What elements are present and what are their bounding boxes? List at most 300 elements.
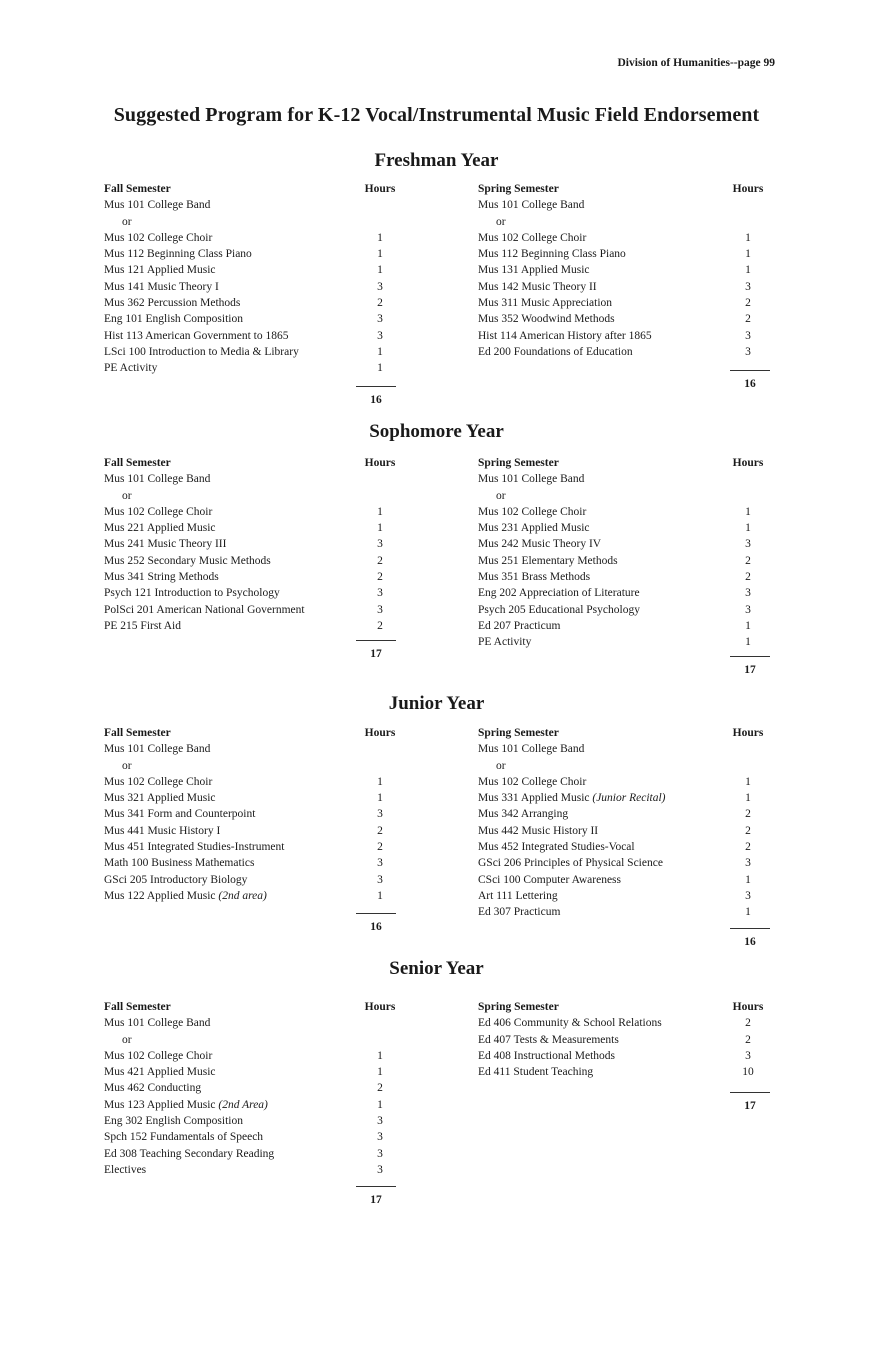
course-name bbox=[478, 1015, 662, 1031]
course-name bbox=[104, 855, 254, 871]
course-hours: 2 bbox=[745, 1033, 751, 1046]
course-title: Mus 102 College Choir bbox=[478, 505, 587, 518]
semester-heading: Spring Semester bbox=[478, 1001, 559, 1013]
course-row bbox=[104, 504, 404, 520]
course-hours: 3 bbox=[377, 280, 383, 293]
course-title: Mus 341 Form and Counterpoint bbox=[104, 808, 256, 821]
course-name bbox=[478, 471, 584, 487]
course-name bbox=[104, 774, 212, 790]
course-title: Mus 452 Integrated Studies-Vocal bbox=[478, 841, 635, 854]
course-hours: 2 bbox=[377, 571, 383, 584]
course-row bbox=[478, 839, 768, 855]
course-title: Mus 421 Applied Music bbox=[104, 1066, 216, 1079]
spring-total-hours: 16 bbox=[744, 378, 756, 390]
course-name bbox=[478, 569, 590, 585]
course-title: Mus 112 Beginning Class Piano bbox=[478, 248, 626, 261]
course-row bbox=[478, 618, 768, 634]
course-title: Mus 123 Applied Music bbox=[104, 1098, 216, 1111]
course-title: Ed 308 Teaching Secondary Reading bbox=[104, 1147, 275, 1160]
course-row bbox=[478, 553, 768, 569]
course-row bbox=[104, 520, 404, 536]
course-name bbox=[104, 888, 267, 904]
course-hours: 3 bbox=[377, 808, 383, 821]
year-title: Freshman Year bbox=[374, 150, 499, 171]
course-title: Hist 114 American History after 1865 bbox=[478, 329, 652, 342]
course-row bbox=[104, 1048, 404, 1064]
course-row bbox=[104, 1015, 404, 1031]
course-title: Mus 221 Applied Music bbox=[104, 522, 216, 535]
course-name bbox=[478, 839, 635, 855]
course-row bbox=[104, 328, 404, 344]
or-connector bbox=[496, 758, 506, 774]
course-name bbox=[104, 360, 157, 376]
course-title: Mus 122 Applied Music bbox=[104, 889, 216, 902]
course-name bbox=[478, 888, 558, 904]
hours-heading: Hours bbox=[364, 727, 396, 739]
course-hours: 3 bbox=[745, 857, 751, 870]
course-hours: 3 bbox=[745, 889, 751, 902]
course-title: GSci 206 Principles of Physical Science bbox=[478, 857, 663, 870]
course-title: Mus 451 Integrated Studies-Instrument bbox=[104, 841, 285, 854]
course-title: Mus 102 College Choir bbox=[104, 775, 213, 788]
course-title: Mus 311 Music Appreciation bbox=[478, 297, 613, 310]
course-title: Mus 341 String Methods bbox=[104, 571, 219, 584]
course-hours: 3 bbox=[745, 329, 751, 342]
course-row bbox=[104, 602, 404, 618]
course-row bbox=[104, 262, 404, 278]
course-title: Mus 101 College Band bbox=[478, 473, 585, 486]
course-title: Mus 241 Music Theory III bbox=[104, 538, 227, 551]
course-title: Mus 441 Music History I bbox=[104, 824, 221, 837]
course-name bbox=[478, 806, 568, 822]
course-name bbox=[478, 295, 612, 311]
course-hours: 1 bbox=[377, 522, 383, 535]
course-hours: 1 bbox=[377, 248, 383, 261]
fall-semester-column bbox=[104, 725, 404, 904]
course-title: PE Activity bbox=[104, 362, 158, 375]
course-hours: 1 bbox=[745, 231, 751, 244]
course-row bbox=[478, 246, 768, 262]
course-name bbox=[478, 520, 590, 536]
course-note: (Junior Recital) bbox=[592, 792, 666, 805]
spring-semester-column bbox=[478, 725, 768, 921]
course-row bbox=[104, 872, 404, 888]
spring-semester-header bbox=[478, 181, 768, 197]
spring-semester-header bbox=[478, 725, 768, 741]
course-name bbox=[104, 262, 216, 278]
course-hours: 3 bbox=[377, 1163, 383, 1176]
course-hours: 1 bbox=[745, 906, 751, 919]
fall-total-hours: 17 bbox=[370, 1194, 382, 1206]
course-row bbox=[478, 1064, 768, 1080]
course-row bbox=[478, 279, 768, 295]
course-name bbox=[104, 618, 181, 634]
hours-heading: Hours bbox=[732, 1001, 764, 1013]
course-row bbox=[478, 758, 768, 774]
course-name bbox=[104, 1146, 274, 1162]
course-name bbox=[478, 618, 560, 634]
course-name bbox=[104, 311, 243, 327]
course-title: Mus 331 Applied Music bbox=[478, 792, 590, 805]
course-hours: 2 bbox=[377, 1082, 383, 1095]
course-row bbox=[478, 904, 768, 920]
course-hours: 1 bbox=[377, 231, 383, 244]
course-title: Spch 152 Fundamentals of Speech bbox=[104, 1131, 264, 1144]
year-title: Sophomore Year bbox=[369, 421, 504, 442]
course-title: Mus 102 College Choir bbox=[478, 775, 587, 788]
course-name bbox=[104, 1129, 263, 1145]
course-name bbox=[104, 823, 220, 839]
course-name bbox=[104, 536, 226, 552]
course-name bbox=[104, 246, 252, 262]
course-row bbox=[104, 806, 404, 822]
course-hours: 2 bbox=[745, 824, 751, 837]
course-name bbox=[104, 585, 280, 601]
course-hours: 3 bbox=[377, 313, 383, 326]
hours-heading: Hours bbox=[732, 727, 764, 739]
course-name bbox=[478, 230, 586, 246]
course-hours: 1 bbox=[745, 248, 751, 261]
course-title: Ed 408 Instructional Methods bbox=[478, 1049, 616, 1062]
course-row bbox=[478, 790, 768, 806]
course-name bbox=[478, 246, 626, 262]
fall-semester-column bbox=[104, 181, 404, 377]
course-row bbox=[104, 360, 404, 376]
course-title: LSci 100 Introduction to Media & Library bbox=[104, 345, 299, 358]
course-hours: 1 bbox=[745, 505, 751, 518]
course-hours: 2 bbox=[745, 841, 751, 854]
course-name bbox=[478, 1032, 619, 1048]
course-row bbox=[104, 1129, 404, 1145]
course-name bbox=[478, 311, 615, 327]
course-hours: 3 bbox=[377, 329, 383, 342]
course-name bbox=[104, 806, 255, 822]
course-row bbox=[104, 888, 404, 904]
course-hours: 3 bbox=[377, 1131, 383, 1144]
semester-heading: Spring Semester bbox=[478, 727, 559, 739]
semester-heading: Spring Semester bbox=[478, 457, 559, 469]
course-row bbox=[478, 344, 768, 360]
spring-total-hours: 16 bbox=[744, 936, 756, 948]
course-hours: 2 bbox=[745, 297, 751, 310]
course-title: Eng 101 English Composition bbox=[104, 313, 243, 326]
course-title: Mus 442 Music History II bbox=[478, 824, 599, 837]
fall-semester-header bbox=[104, 455, 404, 471]
spring-semester-column bbox=[478, 999, 768, 1080]
fall-total-hours: 16 bbox=[370, 921, 382, 933]
course-row bbox=[104, 741, 404, 757]
course-name bbox=[478, 774, 586, 790]
course-title: Psych 121 Introduction to Psychology bbox=[104, 587, 280, 600]
course-row bbox=[478, 872, 768, 888]
course-title: Mus 101 College Band bbox=[478, 199, 585, 212]
course-row bbox=[478, 520, 768, 536]
course-row bbox=[104, 585, 404, 601]
course-name bbox=[478, 328, 652, 344]
or-connector bbox=[496, 488, 506, 504]
course-name bbox=[104, 602, 305, 618]
course-title: Mus 101 College Band bbox=[104, 199, 211, 212]
course-hours: 3 bbox=[745, 603, 751, 616]
or-connector bbox=[122, 214, 132, 230]
course-hours: 3 bbox=[377, 857, 383, 870]
semester-heading: Fall Semester bbox=[104, 727, 171, 739]
course-row bbox=[104, 618, 404, 634]
course-title: Mus 141 Music Theory I bbox=[104, 280, 219, 293]
running-head: Division of Humanities--page 99 bbox=[617, 57, 775, 69]
course-row bbox=[478, 262, 768, 278]
course-title: or bbox=[122, 489, 132, 502]
course-hours: 1 bbox=[377, 345, 383, 358]
course-row bbox=[104, 295, 404, 311]
course-name bbox=[478, 872, 621, 888]
course-title: PE Activity bbox=[478, 636, 532, 649]
course-name bbox=[104, 328, 289, 344]
fall-total-rule bbox=[356, 386, 396, 387]
course-hours: 2 bbox=[745, 808, 751, 821]
course-name bbox=[104, 1113, 243, 1129]
course-name bbox=[104, 839, 284, 855]
course-name bbox=[478, 823, 598, 839]
course-title: Mus 251 Elementary Methods bbox=[478, 554, 618, 567]
course-title: Mus 102 College Choir bbox=[104, 1049, 213, 1062]
course-name bbox=[478, 585, 640, 601]
course-name bbox=[478, 1048, 615, 1064]
course-title: Psych 205 Educational Psychology bbox=[478, 603, 640, 616]
course-title: or bbox=[496, 489, 506, 502]
spring-total-rule bbox=[730, 370, 770, 371]
course-title: or bbox=[122, 1033, 132, 1046]
fall-semester-column bbox=[104, 999, 404, 1178]
spring-total-hours: 17 bbox=[744, 664, 756, 676]
course-note: (2nd area) bbox=[218, 889, 267, 902]
semester-heading: Fall Semester bbox=[104, 1001, 171, 1013]
course-row bbox=[104, 488, 404, 504]
course-name bbox=[104, 569, 219, 585]
course-row bbox=[104, 230, 404, 246]
course-row bbox=[478, 823, 768, 839]
course-title: Ed 407 Tests & Measurements bbox=[478, 1033, 619, 1046]
course-name bbox=[104, 1064, 216, 1080]
spring-semester-column bbox=[478, 181, 768, 360]
course-row bbox=[104, 279, 404, 295]
course-name bbox=[478, 504, 586, 520]
course-hours: 3 bbox=[377, 603, 383, 616]
course-hours: 1 bbox=[377, 775, 383, 788]
course-title: Mus 102 College Choir bbox=[104, 505, 213, 518]
course-name bbox=[104, 504, 212, 520]
course-row bbox=[478, 806, 768, 822]
hours-heading: Hours bbox=[732, 183, 764, 195]
course-title: or bbox=[496, 215, 506, 228]
course-hours: 1 bbox=[745, 636, 751, 649]
course-title: Mus 462 Conducting bbox=[104, 1082, 202, 1095]
course-title: Mus 362 Percussion Methods bbox=[104, 297, 241, 310]
course-name bbox=[104, 1097, 268, 1113]
or-connector bbox=[122, 758, 132, 774]
course-hours: 2 bbox=[377, 554, 383, 567]
course-name bbox=[104, 344, 299, 360]
course-title: Mus 101 College Band bbox=[104, 743, 211, 756]
course-hours: 1 bbox=[745, 873, 751, 886]
year-title: Junior Year bbox=[388, 693, 485, 714]
course-row bbox=[478, 569, 768, 585]
course-title: Art 111 Lettering bbox=[478, 889, 558, 902]
course-title: Mus 342 Arranging bbox=[478, 808, 569, 821]
course-name bbox=[104, 197, 210, 213]
course-name bbox=[104, 520, 216, 536]
course-title: or bbox=[122, 215, 132, 228]
course-hours: 3 bbox=[745, 345, 751, 358]
course-hours: 2 bbox=[377, 824, 383, 837]
course-name bbox=[478, 197, 584, 213]
course-name bbox=[478, 790, 666, 806]
or-connector bbox=[122, 488, 132, 504]
course-hours: 3 bbox=[745, 587, 751, 600]
course-hours: 2 bbox=[377, 841, 383, 854]
fall-semester-header bbox=[104, 999, 404, 1015]
course-hours: 1 bbox=[745, 264, 751, 277]
fall-semester-header bbox=[104, 181, 404, 197]
course-hours: 1 bbox=[377, 505, 383, 518]
semester-heading: Spring Semester bbox=[478, 183, 559, 195]
course-row bbox=[104, 1097, 404, 1113]
course-name bbox=[104, 741, 210, 757]
spring-total-rule bbox=[730, 928, 770, 929]
course-hours: 1 bbox=[377, 1098, 383, 1111]
course-hours: 1 bbox=[377, 792, 383, 805]
course-title: or bbox=[496, 759, 506, 772]
course-title: or bbox=[122, 759, 132, 772]
course-row bbox=[478, 1015, 768, 1031]
course-title: Hist 113 American Government to 1865 bbox=[104, 329, 289, 342]
course-row bbox=[104, 1146, 404, 1162]
course-name bbox=[104, 872, 247, 888]
course-title: Mus 352 Woodwind Methods bbox=[478, 313, 615, 326]
course-row bbox=[104, 553, 404, 569]
course-title: PE 215 First Aid bbox=[104, 619, 182, 632]
course-title: GSci 205 Introductory Biology bbox=[104, 873, 248, 886]
course-name bbox=[104, 279, 219, 295]
course-row bbox=[478, 536, 768, 552]
course-row bbox=[104, 197, 404, 213]
course-row bbox=[104, 311, 404, 327]
course-name bbox=[478, 602, 640, 618]
course-row bbox=[104, 471, 404, 487]
course-title: CSci 100 Computer Awareness bbox=[478, 873, 621, 886]
course-name bbox=[478, 536, 601, 552]
course-row bbox=[478, 602, 768, 618]
course-row bbox=[478, 328, 768, 344]
course-title: Electives bbox=[104, 1163, 147, 1176]
course-name bbox=[478, 855, 663, 871]
course-row bbox=[478, 1032, 768, 1048]
course-hours: 1 bbox=[745, 619, 751, 632]
or-connector bbox=[496, 214, 506, 230]
course-hours: 1 bbox=[745, 775, 751, 788]
course-hours: 1 bbox=[377, 362, 383, 375]
course-title: Mus 252 Secondary Music Methods bbox=[104, 554, 271, 567]
course-title: PolSci 201 American National Government bbox=[104, 603, 305, 616]
course-name bbox=[104, 1048, 212, 1064]
course-title: Mus 231 Applied Music bbox=[478, 522, 590, 535]
course-row bbox=[478, 888, 768, 904]
course-title: Mus 121 Applied Music bbox=[104, 264, 216, 277]
course-title: Mus 101 College Band bbox=[104, 1017, 211, 1030]
course-hours: 2 bbox=[745, 554, 751, 567]
hours-heading: Hours bbox=[364, 1001, 396, 1013]
course-row bbox=[478, 1048, 768, 1064]
spring-total-hours: 17 bbox=[744, 1100, 756, 1112]
course-hours: 2 bbox=[377, 619, 383, 632]
course-name bbox=[478, 741, 584, 757]
course-hours: 10 bbox=[742, 1066, 754, 1079]
hours-heading: Hours bbox=[364, 457, 396, 469]
course-row bbox=[104, 344, 404, 360]
course-hours: 3 bbox=[745, 1049, 751, 1062]
course-title: Ed 411 Student Teaching bbox=[478, 1066, 594, 1079]
spring-total-rule bbox=[730, 1092, 770, 1093]
course-hours: 2 bbox=[377, 297, 383, 310]
course-title: Mus 321 Applied Music bbox=[104, 792, 216, 805]
semester-heading: Fall Semester bbox=[104, 457, 171, 469]
course-row bbox=[104, 758, 404, 774]
course-title: Eng 202 Appreciation of Literature bbox=[478, 587, 640, 600]
course-row bbox=[104, 1064, 404, 1080]
course-title: Mus 131 Applied Music bbox=[478, 264, 590, 277]
course-hours: 1 bbox=[377, 889, 383, 902]
course-title: Ed 200 Foundations of Education bbox=[478, 345, 633, 358]
course-name bbox=[104, 1162, 146, 1178]
course-hours: 1 bbox=[745, 792, 751, 805]
course-row bbox=[104, 839, 404, 855]
fall-total-hours: 16 bbox=[370, 394, 382, 406]
course-row bbox=[478, 295, 768, 311]
course-hours: 3 bbox=[745, 280, 751, 293]
course-row bbox=[478, 471, 768, 487]
course-name bbox=[104, 471, 210, 487]
course-note: (2nd Area) bbox=[218, 1098, 268, 1111]
course-name bbox=[478, 279, 597, 295]
course-row bbox=[478, 741, 768, 757]
course-hours: 2 bbox=[745, 313, 751, 326]
course-title: Ed 307 Practicum bbox=[478, 906, 561, 919]
course-title: Mus 112 Beginning Class Piano bbox=[104, 248, 252, 261]
course-row bbox=[104, 1032, 404, 1048]
course-row bbox=[104, 536, 404, 552]
course-title: Mus 351 Brass Methods bbox=[478, 571, 591, 584]
fall-semester-column bbox=[104, 455, 404, 634]
spring-semester-column bbox=[478, 455, 768, 651]
course-hours: 3 bbox=[377, 538, 383, 551]
course-name bbox=[104, 295, 240, 311]
course-title: Mus 242 Music Theory IV bbox=[478, 538, 602, 551]
course-name bbox=[478, 262, 590, 278]
course-name bbox=[104, 1080, 201, 1096]
course-row bbox=[104, 774, 404, 790]
course-hours: 1 bbox=[377, 1049, 383, 1062]
course-name bbox=[478, 553, 618, 569]
spring-semester-header bbox=[478, 455, 768, 471]
fall-total-rule bbox=[356, 640, 396, 641]
course-title: Ed 207 Practicum bbox=[478, 619, 561, 632]
course-name bbox=[478, 904, 560, 920]
course-title: Mus 102 College Choir bbox=[104, 231, 213, 244]
course-row bbox=[478, 634, 768, 650]
course-title: Mus 102 College Choir bbox=[478, 231, 587, 244]
hours-heading: Hours bbox=[364, 183, 396, 195]
course-row bbox=[478, 488, 768, 504]
